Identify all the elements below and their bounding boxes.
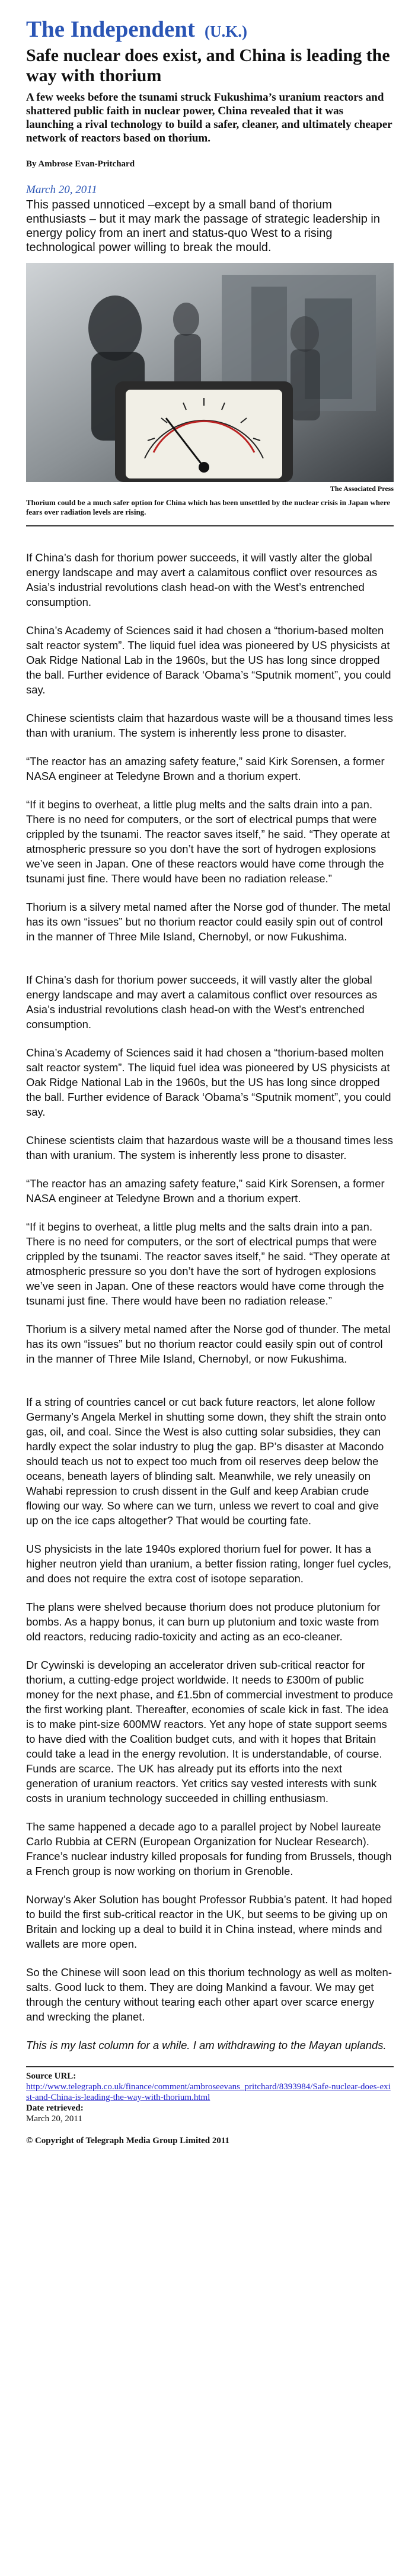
masthead — [26, 17, 394, 44]
source-link[interactable]: http://www.telegraph.co.uk/finance/comment/ambroseevans_pritchard/8393984/Safe-nuclear-does-exist-and-China-is-leading-the-way-with-thorium.html — [26, 2082, 391, 2102]
copyright-notice: © Copyright of Telegraph Media Group Limited 2011 — [26, 2136, 230, 2145]
body-paragraph: “The reactor has an amazing safety feature,” said Kirk Sorensen, a former NASA engineer at Teledyne Brown and a thorium expert. — [26, 1177, 385, 1205]
body-paragraph: Norway’s Aker Solution has bought Professor Rubbia’s patent. It had hoped to build the first sub-critical reactor in the UK, but seems to be giving up on Britain and locking up a deal to build it in China instead, where minds and wallets are more open. — [26, 1893, 392, 1950]
closing-note: This is my last column for a while. I am withdrawing to the Mayan uplands. — [26, 2039, 387, 2051]
photo-figure — [26, 263, 394, 526]
retrieved-label: Date retrieved: — [26, 2103, 84, 2113]
body-paragraph: “If it begins to overheat, a little plug melts and the salts drain into a pan. There is no need for computers, or the sort of electrical pumps that were crippled by the tsunami. The reactor saves itself,” he said. “They operate at atmospheric pressure so you don’t have the sort of hydrogen explosions we’ve seen in Japan. One of these reactors would have come through the tsunami just fine. There would have been no radiation release.” — [26, 798, 390, 885]
body-paragraph: “If it begins to overheat, a little plug melts and the salts drain into a pan. There is no need for computers, or the sort of electrical pumps that were crippled by the tsunami. The reactor saves itself,” he said. “They operate at atmospheric pressure so you don’t have the sort of hydrogen explosions we’ve seen in Japan. One of these reactors would have come through the tsunami just fine. There would have been no radiation release.” — [26, 1220, 390, 1307]
body-paragraph: Chinese scientists claim that hazardous waste will be a thousand times less than with uranium. The system is inherently less prone to disaster. — [26, 1134, 394, 1161]
article-body — [26, 526, 394, 2053]
body-paragraph: If China’s dash for thorium power succeeds, it will vastly alter the global energy landscape and may avert a calamitous conflict over resources as Asia’s industrial revolutions clash head-on with the West’s entrenched consumption. — [26, 551, 378, 608]
body-paragraph: Chinese scientists claim that hazardous waste will be a thousand times less than with uranium. The system is inherently less prone to disaster. — [26, 712, 394, 739]
source-label: Source URL: — [26, 2071, 76, 2081]
body-paragraph: US physicists in the late 1940s explored thorium fuel for power. It has a higher neutron yield than uranium, a better fission rating, longer fuel cycles, and does not require the extra cost of isotope separation. — [26, 1543, 391, 1585]
body-paragraph: Thorium is a silvery metal named after the Norse god of thunder. The metal has its own “issues” but no thorium reactor could easily spin out of control in the manner of Three Mile Island, Chernobyl, or now Fukushima. — [26, 901, 391, 943]
body-paragraph: Thorium is a silvery metal named after the Norse god of thunder. The metal has its own “issues” but no thorium reactor could easily spin out of control in the manner of Three Mile Island, Chernobyl, or now Fukushima. — [26, 1323, 391, 1365]
body-paragraph: The plans were shelved because thorium does not produce plutonium for bombs. As a happy bonus, it can burn up plutonium and toxic waste from old reactors, reducing radio-toxicity and acting as an eco-cleaner. — [26, 1601, 381, 1643]
publication-name: The Independent — [26, 17, 195, 42]
body-paragraph: If a string of countries cancel or cut back future reactors, let alone follow Germany’s Angela Merkel in shutting some down, they shift the strain onto gas, oil, and coal. Since the West is also cutting solar subsidies, they can hardly expect the solar industry to plug the gap. BP’s disaster at Macondo should teach us not to expect too much from oil reserves deep below the oceans, beneath layers of blinding salt. Meanwhile, we rely uneasily on Wahabi repression to crush dissent in the Gulf and keep Arabian crude flowing our way. So where can we turn, unless we revert to coal and give up on the ice caps altogether? That would be courting fate. — [26, 1396, 387, 1527]
radiation-meter-photo — [26, 263, 394, 482]
source-block — [26, 2066, 394, 2124]
retrieved-date: March 20, 2011 — [26, 2114, 82, 2124]
lead-paragraph: This passed unnoticed –except by a small band of thorium enthusiasts – but it may mark the passage of strategic leadership in energy policy from an inert and status-quo West to a rising technological power willing to break the mould. — [26, 198, 380, 254]
headline: Safe nuclear does exist, and China is leading the way with thorium — [26, 46, 390, 85]
photo-credit: The Associated Press — [330, 484, 394, 493]
body-paragraph: China’s Academy of Sciences said it had chosen a “thorium-based molten salt reactor system”. The liquid fuel idea was pioneered by US physicists at Oak Ridge National Lab in the 1960s, but the US has long since dropped the ball. Further evidence of Barack ‘Obama’s “Sputnik moment”, you could say. — [26, 1046, 391, 1118]
standfirst: A few weeks before the tsunami struck Fukushima’s uranium reactors and shattered public faith in nuclear power, China revealed that it was launching a rival technology to build a safer, cleaner, and ultimately cheaper network of reactors based on thorium. — [26, 91, 392, 144]
body-paragraph: So the Chinese will soon lead on this thorium technology as well as molten-salts. Good luck to them. They are doing Mankind a favour. We may get through the century without tearing each other apart over scarce energy and wrecking the planet. — [26, 1966, 392, 2023]
publication-region: (U.K.) — [205, 23, 247, 40]
body-paragraph: The same happened a decade ago to a parallel project by Nobel laureate Carlo Rubbia at CERN (European Organization for Nuclear Research). France’s nuclear industry killed proposals for funding from Brussels, though a French group is now working on thorium in Grenoble. — [26, 1820, 392, 1877]
photo-caption: Thorium could be a much safer option for China which has been unsettled by the nuclear crisis in Japan where fears over radiation levels are rising. — [26, 498, 394, 526]
body-paragraph: Dr Cywinski is developing an accelerator driven sub-critical reactor for thorium, a cutting-edge project worldwide. It needs to £300m of public money for the next phase, and £1.5bn of commercial investment to produce the first working plant. Thereafter, economies of scale kick in fast. The idea is to make pint-size 600MW reactors. Yet any hope of state support seems to have died with the Coalition budget cuts, and with it hopes that Britain could take a lead in the energy revolution. It is understandable, of course. Funds are scarce. The UK has already put its efforts into the next generation of uranium reactors. Yet critics say vested interests with sunk costs in uranium technology succeeded in chilling enthusiasm. — [26, 1659, 394, 1804]
body-paragraph: If China’s dash for thorium power succeeds, it will vastly alter the global energy landscape and may avert a calamitous conflict over resources as Asia’s industrial revolutions clash head-on with the West’s entrenched consumption. — [26, 974, 378, 1030]
body-paragraph: “The reactor has an amazing safety feature,” said Kirk Sorensen, a former NASA engineer at Teledyne Brown and a thorium expert. — [26, 755, 385, 782]
byline: By Ambrose Evan-Pritchard — [26, 159, 135, 169]
article-date: March 20, 2011 — [26, 184, 97, 196]
body-paragraph: China’s Academy of Sciences said it had chosen a “thorium-based molten salt reactor system”. The liquid fuel idea was pioneered by US physicists at Oak Ridge National Lab in the 1960s, but the US has long since dropped the ball. Further evidence of Barack ‘Obama’s “Sputnik moment”, you could say. — [26, 624, 391, 696]
